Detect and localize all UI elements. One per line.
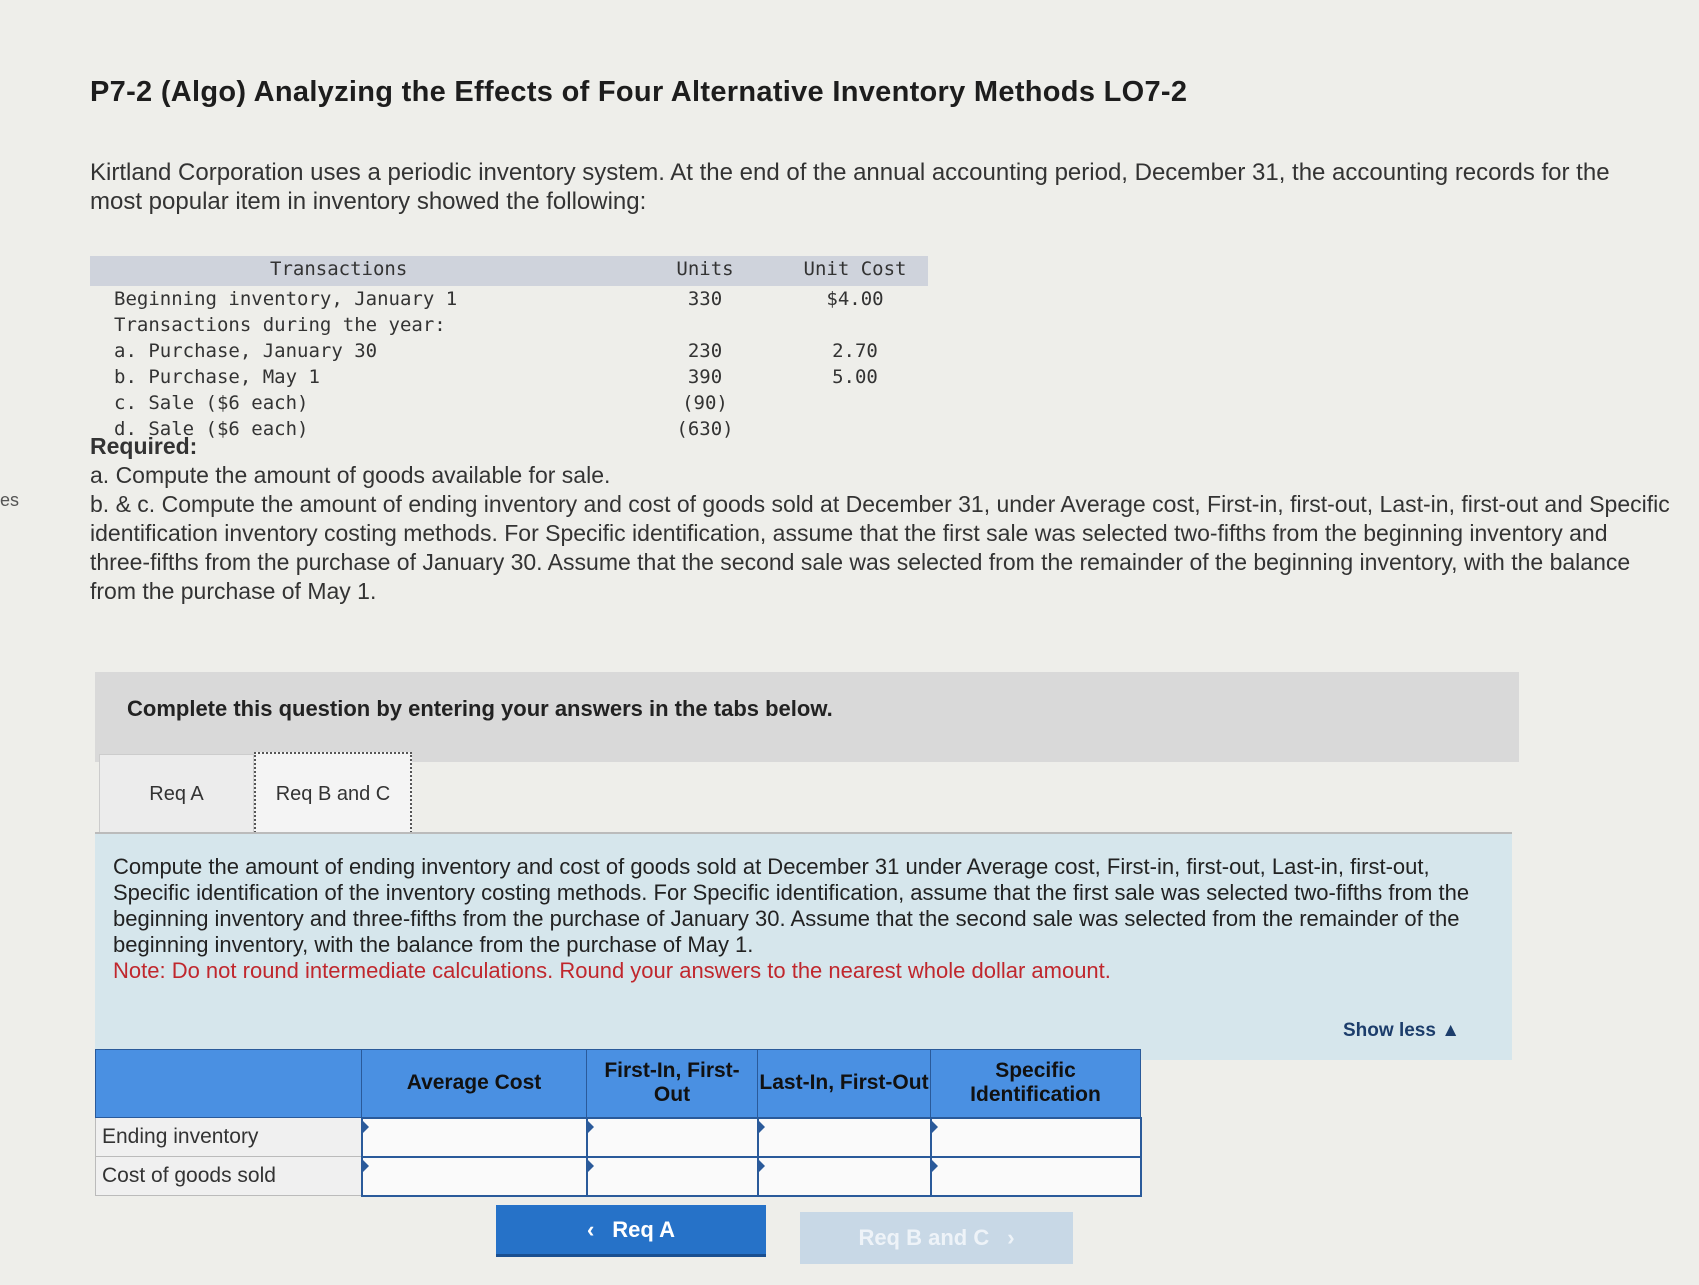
- header-units: Units: [676, 258, 734, 280]
- header-specific-identification: Specific Identification: [931, 1050, 1141, 1118]
- row-cost: $4.00: [826, 288, 884, 310]
- required-bc: b. & c. Compute the amount of ending inventory and cost of goods sold at December 31, under Average cost, First-in, first-out, Last-in, first-out and Specific identification inventory costing methods. For Specific identification, assume that the first sale was selected two-fifths from the beginning inventory and three-fifths from the purchase of January 30. Assume that the second sale was selected from the remainder of the beginning inventory, with the balance from the purchase of May 1.: [90, 491, 1670, 604]
- ending-inventory-average-input[interactable]: [362, 1118, 587, 1157]
- tab-req-a[interactable]: Req A: [99, 754, 254, 834]
- row-label-cogs: Cost of goods sold: [96, 1157, 362, 1196]
- required-heading: Required:: [90, 433, 198, 459]
- prev-req-a-button[interactable]: [496, 1205, 766, 1257]
- table-row: [96, 1118, 1141, 1157]
- ending-inventory-fifo-input[interactable]: [587, 1118, 758, 1157]
- row-label: c. Sale ($6 each): [114, 392, 309, 414]
- instructions-text: Compute the amount of ending inventory and cost of goods sold at December 31 under Average cost, First-in, first-out, Last-in, first-out, Specific identification of the inventory costing methods. For Specific identification, assume that the first sale was selected two-fifths from the beginning inventory and three-fifths from the purchase of January 30. Assume that the second sale was selected from the remainder of the beginning inventory, with the balance from the purchase of May 1.: [113, 854, 1470, 957]
- ending-inventory-lifo-input[interactable]: [758, 1118, 931, 1157]
- row-cost: 5.00: [832, 366, 878, 388]
- row-units: (630): [676, 418, 734, 440]
- row-label: b. Purchase, May 1: [114, 366, 320, 388]
- row-label: d. Sale ($6 each): [114, 418, 309, 440]
- header-fifo: First-In, First-Out: [587, 1050, 758, 1118]
- prev-button-label: Req A: [612, 1216, 676, 1242]
- row-units: (90): [682, 392, 728, 414]
- header-lifo: Last-In, First-Out: [758, 1050, 931, 1118]
- table-row: [90, 312, 928, 338]
- table-row: [96, 1157, 1141, 1196]
- row-units: 390: [687, 366, 723, 388]
- tab-bar: [99, 754, 412, 834]
- transactions-header: [90, 256, 928, 286]
- header-blank: [96, 1050, 362, 1118]
- table-row: [90, 364, 928, 390]
- row-units: 330: [687, 288, 723, 310]
- row-label: Transactions during the year:: [114, 314, 446, 336]
- cogs-fifo-input[interactable]: [587, 1157, 758, 1196]
- instructions-banner: Complete this question by entering your answers in the tabs below.: [95, 672, 1519, 762]
- problem-intro: Kirtland Corporation uses a periodic inventory system. At the end of the annual accounting period, December 31, the accounting records for the most popular item in inventory showed the following:: [90, 159, 1610, 215]
- row-units: 230: [687, 340, 723, 362]
- tab-req-b-and-c[interactable]: Req B and C: [254, 752, 412, 836]
- transactions-table: [90, 256, 928, 442]
- chevron-right-icon: ›: [1007, 1225, 1015, 1250]
- page-title: P7-2 (Algo) Analyzing the Effects of Four Alternative Inventory Methods LO7-2: [90, 76, 1188, 108]
- required-a: a. Compute the amount of goods available for sale.: [90, 462, 611, 488]
- table-row: [90, 286, 928, 312]
- tab-instructions: [95, 832, 1512, 1060]
- cogs-specific-input[interactable]: [931, 1157, 1141, 1196]
- chevron-left-icon: ‹: [586, 1216, 595, 1242]
- cogs-average-input[interactable]: [362, 1157, 587, 1196]
- header-transactions: Transactions: [270, 258, 408, 280]
- ending-inventory-specific-input[interactable]: [931, 1118, 1141, 1157]
- required-section: [90, 432, 1670, 606]
- next-button-label: Req B and C: [858, 1225, 990, 1250]
- row-label-ending-inventory: Ending inventory: [96, 1118, 362, 1157]
- answer-table: [95, 1049, 1142, 1197]
- rounding-note: Note: Do not round intermediate calculations. Round your answers to the nearest whole dollar amount.: [113, 958, 1111, 983]
- row-label: a. Purchase, January 30: [114, 340, 378, 362]
- header-average-cost: Average Cost: [362, 1050, 587, 1118]
- row-label: Beginning inventory, January 1: [114, 288, 458, 310]
- table-row: [90, 338, 928, 364]
- cogs-lifo-input[interactable]: [758, 1157, 931, 1196]
- next-req-b-and-c-button[interactable]: [800, 1212, 1073, 1264]
- header-unit-cost: Unit Cost: [803, 258, 907, 280]
- row-cost: 2.70: [832, 340, 878, 362]
- table-row: [90, 390, 928, 416]
- sidebar-edge-text: es: [0, 490, 20, 510]
- show-less-link[interactable]: Show less ▲: [1343, 1020, 1461, 1041]
